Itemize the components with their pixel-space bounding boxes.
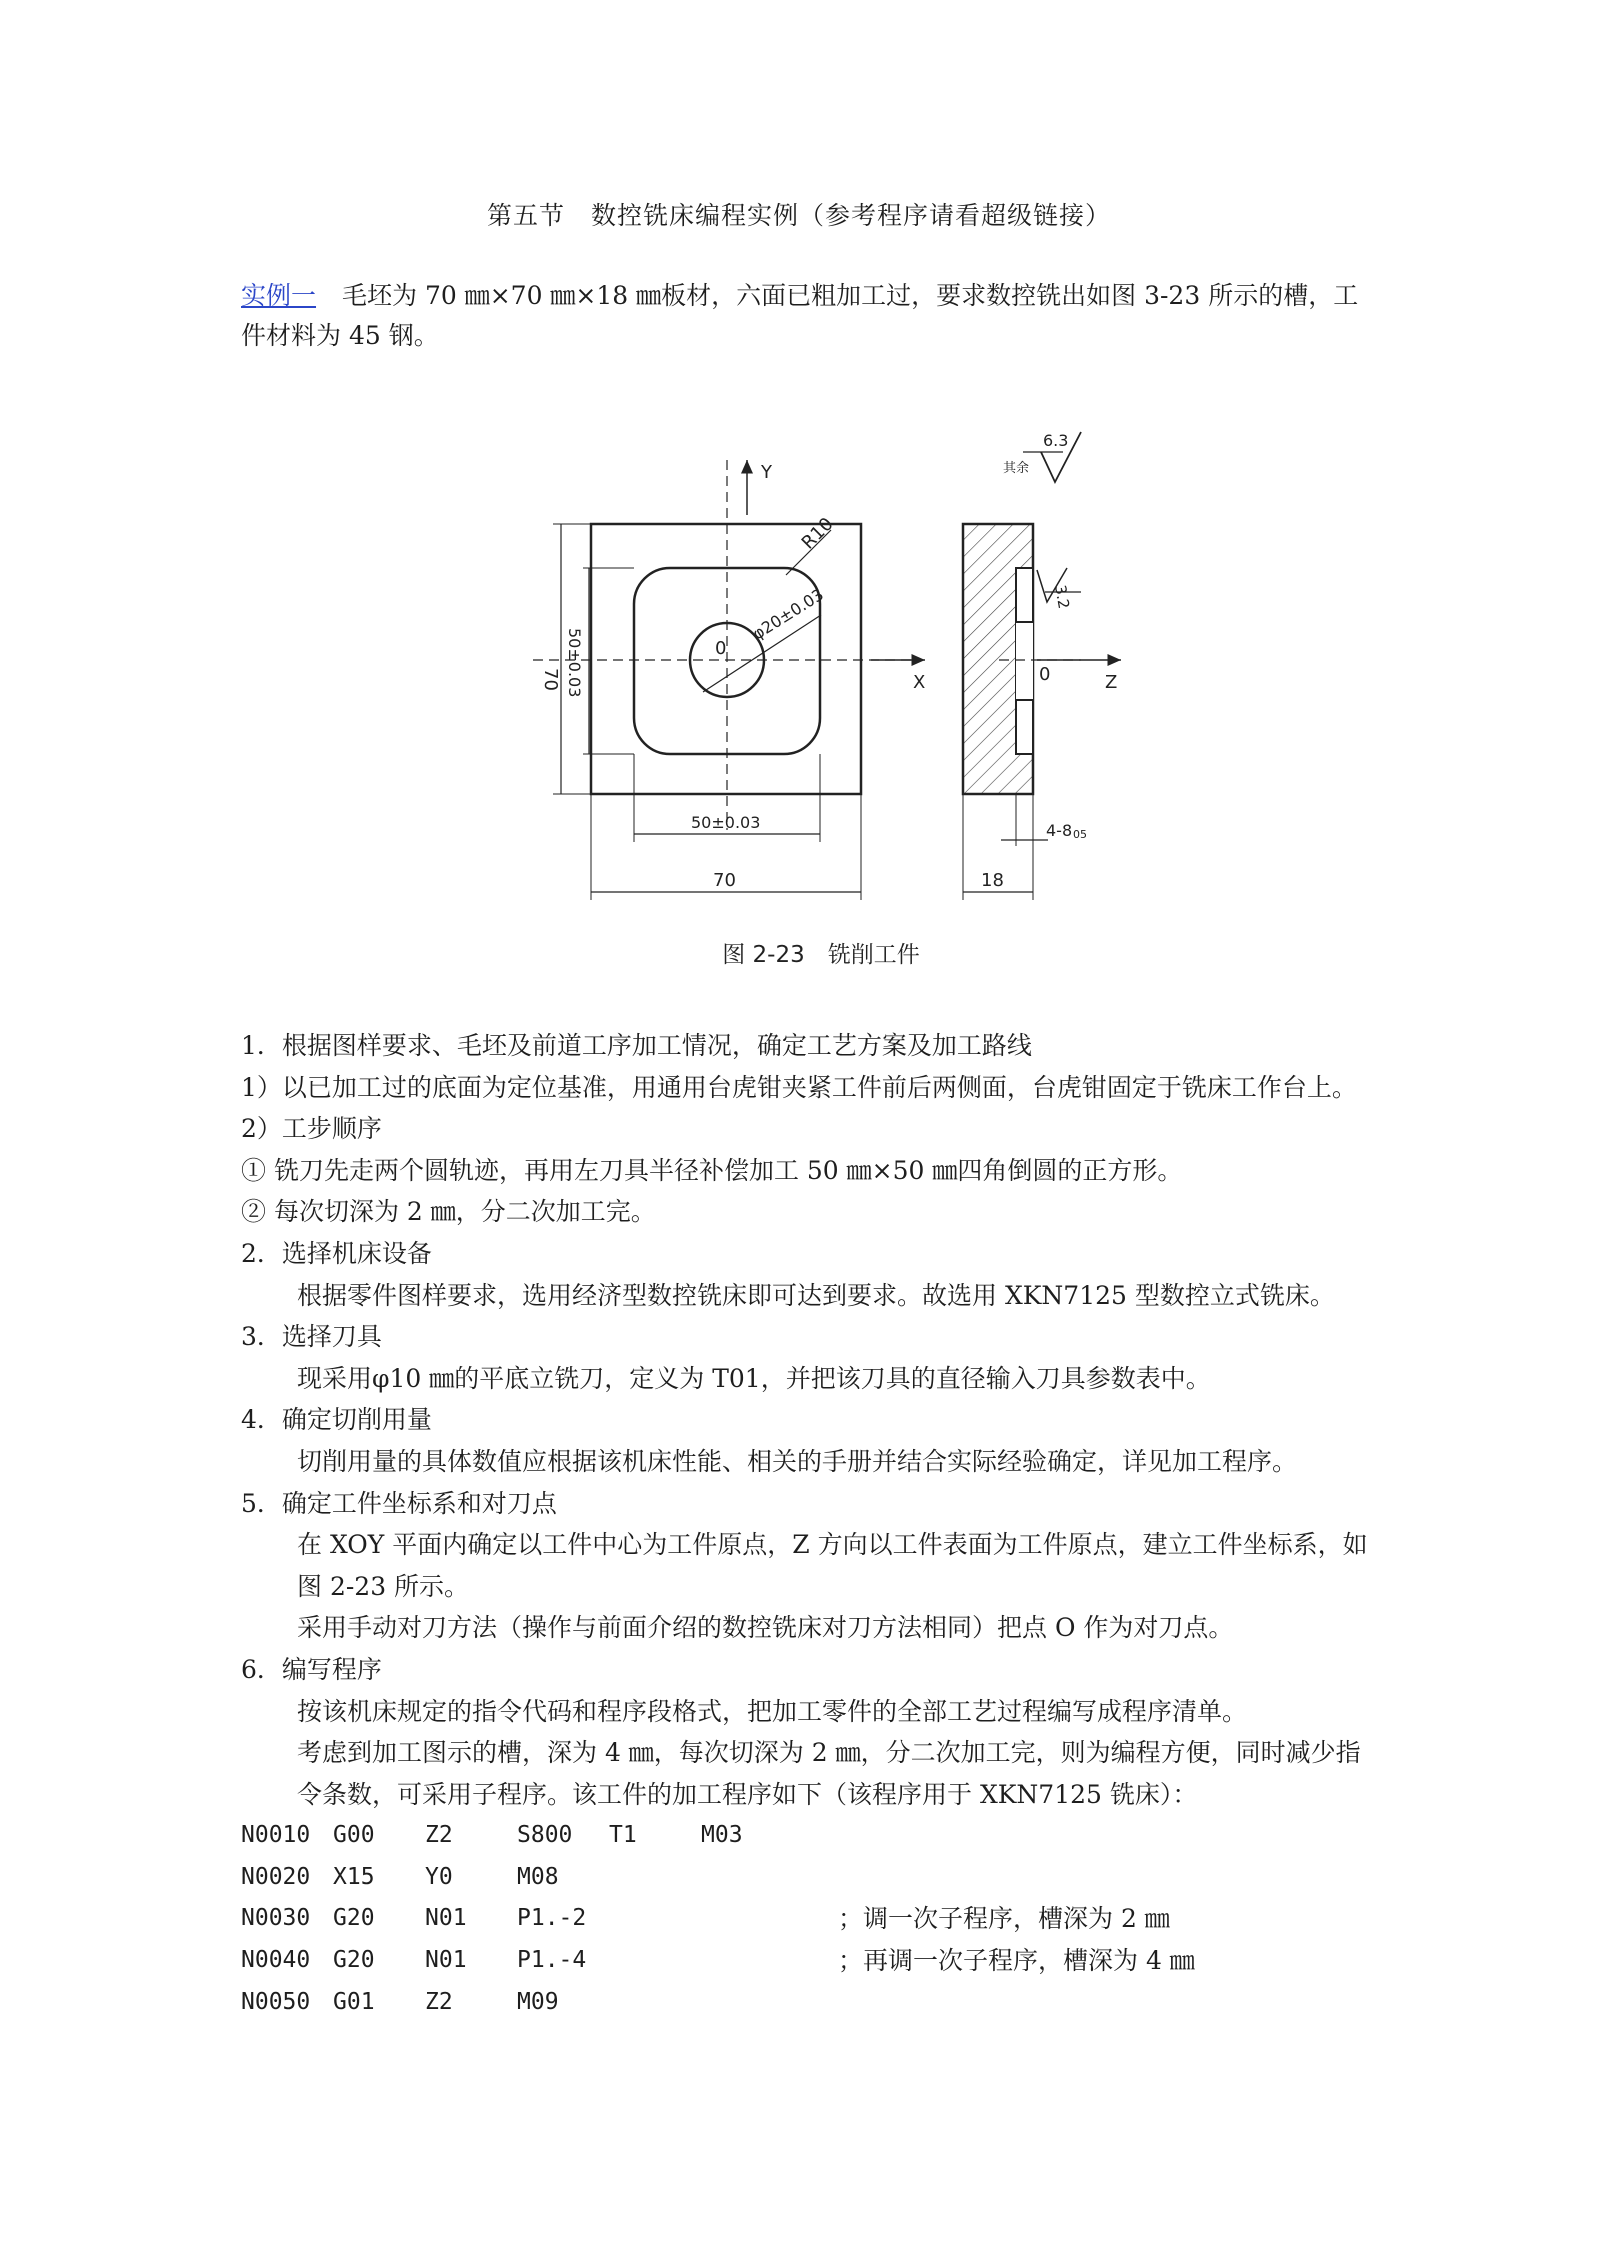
depth-label: 4-8 <box>1046 821 1073 840</box>
program-field: N0020 <box>241 1863 311 1890</box>
program-field: M08 <box>517 1863 559 1890</box>
program-line <box>241 1815 1381 1857</box>
program-field: Y0 <box>425 1863 453 1890</box>
body-paragraph: 现采用φ10 ㎜的平底立铣刀，定义为 T01，并把该刀具的直径输入刀具参数表中。 <box>297 1363 1211 1393</box>
program-field: N01 <box>425 1947 467 1974</box>
body-paragraph: 根据零件图样要求，选用经济型数控铣床即可达到要求。故选用 XKN7125 型数控立式铣床。 <box>297 1280 1335 1310</box>
origin-label-side: 0 <box>1039 664 1051 685</box>
global-roughness-label: 6.3 <box>1043 431 1069 450</box>
thickness-label: 18 <box>981 870 1004 891</box>
body-paragraph: ② 每次切深为 2 ㎜，分二次加工完。 <box>241 1197 656 1227</box>
body-paragraph: ① 铣刀先走两个圆轨迹，再用左刀具半径补偿加工 50 ㎜×50 ㎜四角倒圆的正方形。 <box>241 1155 1183 1185</box>
body-paragraph: 1）以已加工过的底面为定位基准，用通用台虎钳夹紧工件前后两侧面，台虎钳固定于铣床工作台上。 <box>241 1072 1357 1102</box>
y-axis-label: Y <box>761 462 772 483</box>
program-field: P1.-4 <box>517 1947 587 1974</box>
program-field: Z2 <box>425 1988 453 2015</box>
technical-drawing <box>441 400 1201 980</box>
program-field: N0040 <box>241 1947 311 1974</box>
intro-paragraph <box>241 276 1371 356</box>
program-field: X15 <box>333 1863 375 1890</box>
program-field: T1 <box>609 1822 637 1849</box>
radius-label: R10 <box>797 513 838 554</box>
slot-roughness-label: 3.2 <box>1051 583 1073 611</box>
body-paragraph: 6．编写程序 <box>241 1654 382 1684</box>
origin-label-front: 0 <box>715 638 727 659</box>
program-line <box>241 1898 1381 1940</box>
body-paragraph: 3．选择刀具 <box>241 1322 382 1352</box>
program-field: G20 <box>333 1947 375 1974</box>
program-field: P1.-2 <box>517 1905 587 1932</box>
program-field: G00 <box>333 1822 375 1849</box>
program-field: S800 <box>517 1822 573 1849</box>
program-field: N0030 <box>241 1905 311 1932</box>
program-field: N01 <box>425 1905 467 1932</box>
figure-caption: 图 2-23 铣削工件 <box>722 942 920 968</box>
section-title: 第五节 数控铣床编程实例（参考程序请看超级链接） <box>486 201 1111 230</box>
program-field: M03 <box>701 1822 743 1849</box>
document-body <box>241 1025 1381 2023</box>
front-view-labels <box>540 462 925 891</box>
program-line <box>241 1857 1381 1899</box>
body-paragraph: 2．选择机床设备 <box>241 1238 432 1268</box>
intro-text: 毛坯为 70 ㎜×70 ㎜×18 ㎜板材，六面已粗加工过，要求数控铣出如图 3-23 所示的槽，工件材料为 45 钢。 <box>241 281 1359 350</box>
front-view <box>533 460 925 900</box>
example-link[interactable]: 实例一 <box>241 281 317 310</box>
body-paragraph: 4．确定切削用量 <box>241 1405 432 1435</box>
program-line <box>241 1982 1381 2024</box>
body-paragraph: 按该机床规定的指令代码和程序段格式，把加工零件的全部工艺过程编写成程序清单。 <box>297 1696 1248 1726</box>
milling-workpiece-figure <box>441 400 1201 980</box>
program-comment: ；调一次子程序，槽深为 2 ㎜ <box>838 1904 1170 1934</box>
program-field: Z2 <box>425 1822 453 1849</box>
program-field: N0050 <box>241 1988 311 2015</box>
program-line <box>241 1940 1381 1982</box>
depth-tolerance-label: 05 <box>1073 828 1087 841</box>
program-field: M09 <box>517 1988 559 2015</box>
body-paragraph: 切削用量的具体数值应根据该机床性能、相关的手册并结合实际经验确定，详见加工程序。 <box>297 1446 1298 1476</box>
inner-width-label: 50±0.03 <box>691 813 761 832</box>
body-paragraph: 在 XOY 平面内确定以工件中心为工件原点，Z 方向以工件表面为工件原点，建立工件坐标系，如图 2-23 所示。 <box>297 1530 1368 1601</box>
inner-height-label: 50±0.03 <box>565 628 584 698</box>
outer-width-label: 70 <box>713 870 736 891</box>
body-paragraph: 1．根据图样要求、毛坯及前道工序加工情况，确定工艺方案及加工路线 <box>241 1031 1032 1060</box>
program-comment: ；再调一次子程序，槽深为 4 ㎜ <box>838 1946 1195 1976</box>
x-axis-label: X <box>913 672 926 693</box>
program-field: G20 <box>333 1905 375 1932</box>
program-field: N0010 <box>241 1822 311 1849</box>
roughness-note-label: 其余 <box>1003 461 1030 476</box>
outer-height-label: 70 <box>540 668 561 691</box>
hole-diameter-label: φ20±0.03 <box>749 584 827 644</box>
body-paragraph: 考虑到加工图示的槽，深为 4 ㎜，每次切深为 2 ㎜，分二次加工完，则为编程方便，同时减少指令条数，可采用子程序。该工件的加工程序如下（该程序用于 XKN7125 铣床）： <box>297 1738 1361 1809</box>
body-paragraph: 5．确定工件坐标系和对刀点 <box>241 1488 557 1518</box>
z-axis-label: Z <box>1105 672 1118 693</box>
body-paragraph: 2）工步顺序 <box>241 1114 382 1144</box>
body-paragraph: 采用手动对刀方法（操作与前面介绍的数控铣床对刀方法相同）把点 O 作为对刀点。 <box>297 1613 1234 1643</box>
program-field: G01 <box>333 1988 375 2015</box>
